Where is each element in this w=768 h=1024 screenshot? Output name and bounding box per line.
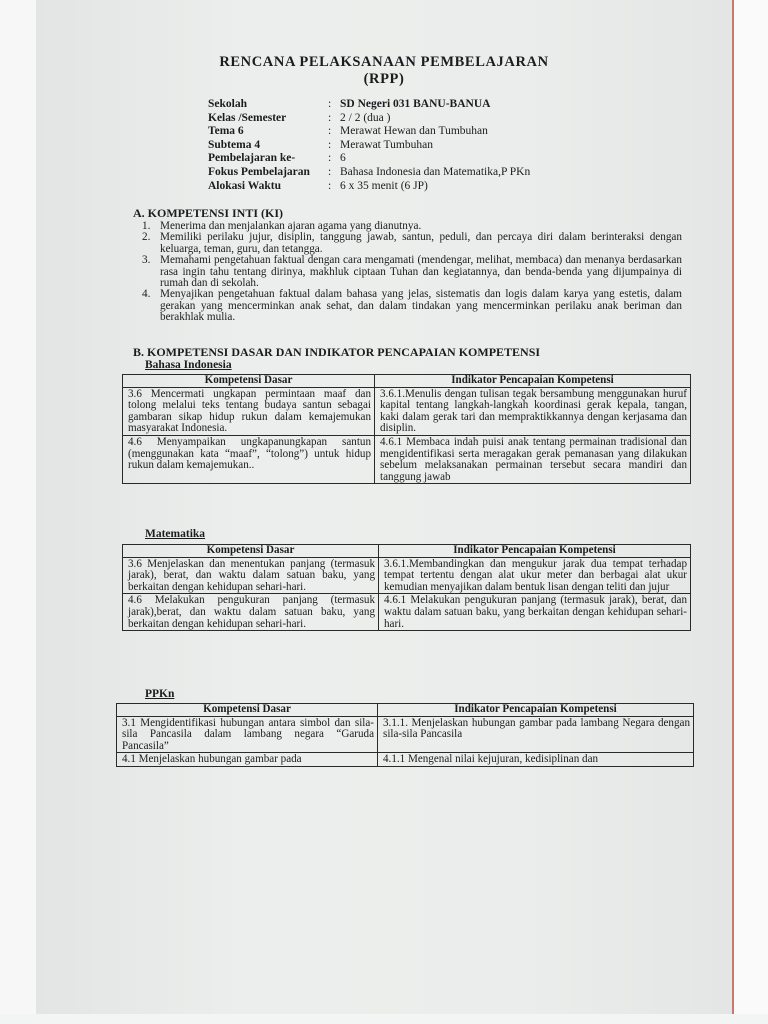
identity-block (208, 98, 530, 193)
document-page (36, 0, 732, 1014)
document-subtitle: (RPP) (363, 71, 405, 87)
table-header-row (117, 704, 694, 717)
identity-label: Sekolah (208, 98, 247, 110)
competence-table-ppkn (116, 703, 694, 767)
identity-row-theme (208, 125, 530, 139)
subject-label-matematika: Matematika (145, 528, 206, 540)
table-header-row (123, 545, 691, 558)
identity-value: 2 / 2 (dua ) (340, 111, 391, 124)
section-b-heading: B. KOMPETENSI DASAR DAN INDIKATOR PENCAPAIAN KOMPETENSI (133, 345, 541, 359)
table-row (117, 753, 694, 767)
identity-colon: : (328, 98, 332, 110)
identity-label: Fokus Pembelajaran (208, 165, 310, 178)
identity-row-focus (208, 166, 530, 180)
list-item-text: Menyajikan pengetahuan faktual dalam bahasa yang jelas, sistematis dan logis dalam karya yang estetis, dalam gerakan yang mencerminkan anak sehat, dan dalam tindakan yang mencerminkan perilaku anak beriman dan berakhlak mulia. (160, 288, 682, 324)
column-header-ipk: Indikator Pencapaian Kompetensi (379, 545, 691, 558)
column-header-kd: Kompetensi Dasar (117, 704, 378, 717)
subject-label-bahasa-indonesia: Bahasa Indonesia (145, 359, 232, 371)
table-header-row (123, 375, 691, 388)
competence-table-matematika (122, 544, 691, 631)
table-row (123, 435, 691, 483)
list-item-text: Menerima dan menjalankan ajaran agama yang dianutnya. (160, 220, 422, 232)
identity-label: Pembelajaran ke- (208, 152, 296, 165)
identity-row-lesson (208, 152, 530, 166)
identity-value: Merawat Tumbuhan (340, 138, 433, 151)
ipk-cell: 4.1.1 Mengenal nilai kejujuran, kedisiplinan dan (378, 753, 694, 767)
identity-label: Alokasi Waktu (208, 179, 281, 192)
document-title: RENCANA PELAKSANAAN PEMBELAJARAN (219, 54, 549, 70)
identity-value: Merawat Hewan dan Tumbuhan (340, 125, 488, 138)
identity-label: Kelas /Semester (208, 111, 287, 124)
identity-colon: : (328, 152, 332, 165)
kd-cell: 3.6 Menjelaskan dan menentukan panjang (termasuk jarak), berat, dan waktu dalam satuan baku, yang berkaitan dengan kehidupan sehari-hari. (123, 557, 379, 594)
core-competence-list (142, 221, 682, 324)
table-row (123, 387, 691, 435)
scan-margin-right (732, 0, 768, 1014)
ipk-cell: 3.1.1. Menjelaskan hubungan gambar pada lambang Negara dengan sila-sila Pancasila (378, 716, 694, 753)
identity-colon: : (328, 138, 332, 151)
identity-value: 6 (340, 152, 346, 165)
list-item-number: 3. (142, 254, 151, 267)
list-item (142, 232, 682, 255)
column-header-ipk: Indikator Pencapaian Kompetensi (378, 704, 694, 717)
ipk-cell: 3.6.1.Membandingkan dan mengukur jarak dua tempat terhadap tempat tertentu dengan alat ukur meter dan berbagai alat ukur kemudian menyajikan dalam bentuk lisan dengan teliti dan jujur (379, 557, 691, 594)
identity-row-time (208, 180, 530, 194)
identity-colon: : (328, 125, 332, 138)
list-item-text: Memahami pengetahuan faktual dengan cara mengamati (mendengar, melihat, membaca) dan menanya berdasarkan rasa ingin tahu tentang dirinya, makhluk ciptaan Tuhan dan kegiatannya, dan benda-benda yang dijumpainya di rumah dan di sekolah. (160, 254, 682, 290)
identity-colon: : (328, 165, 332, 178)
identity-label: Tema 6 (208, 125, 244, 138)
kd-cell: 3.1 Mengidentifikasi hubungan antara simbol dan sila-sila Pancasila dalam lambang negara “Garuda Pancasila” (117, 716, 378, 753)
column-header-kd: Kompetensi Dasar (123, 375, 375, 388)
ipk-cell: 3.6.1.Menulis dengan tulisan tegak bersambung menggunakan huruf kapital tentang langkah-langkah koordinasi gerak kepala, tangan, kaki dalam gerak tari dan mempraktikkannya dengan kerjasama dan disiplin. (375, 387, 691, 435)
scan-margin-bottom (0, 1014, 768, 1024)
scan-margin-left (0, 0, 36, 1014)
list-item-text: Memiliki perilaku jujur, disiplin, tanggung jawab, santun, peduli, dan percaya diri dalam berinteraksi dengan keluarga, teman, guru, dan tetangga. (160, 231, 682, 255)
competence-table-bahasa-indonesia (122, 374, 691, 484)
kd-cell: 4.6 Menyampaikan ungkapanungkapan santun (menggunakan kata “maaf”, “tolong”) untuk hidup rukun dalam kemajemukan.. (123, 435, 375, 483)
identity-value: SD Negeri 031 BANU-BANUA (340, 98, 491, 110)
kd-cell: 4.1 Menjelaskan hubungan gambar pada (117, 753, 378, 767)
identity-value: 6 x 35 menit (6 JP) (340, 179, 428, 192)
table-row (117, 716, 694, 753)
ipk-cell: 4.6.1 Membaca indah puisi anak tentang permainan tradisional dan mengidentifikasi serta meragakan gerak pemanasan yang dilakukan sebelum melaksanakan permainan tersebut secara mandiri dan tanggung jawab (375, 435, 691, 483)
kd-cell: 3.6 Mencermati ungkapan permintaan maaf dan tolong melalui teks tentang budaya santun sebagai gambaran sikap hidup rukun dalam kemajemukan masyarakat Indonesia. (123, 387, 375, 435)
list-item-number: 4. (142, 288, 151, 301)
kd-cell: 4.6 Melakukan pengukuran panjang (termasuk jarak),berat, dan waktu dalam satuan baku, yang berkaitan dengan kehidupan sehari-hari. (123, 594, 379, 631)
subject-label-ppkn: PPKn (145, 688, 175, 700)
identity-row-class (208, 112, 530, 126)
identity-label: Subtema 4 (208, 138, 261, 151)
list-item-number: 2. (142, 231, 151, 244)
identity-value: Bahasa Indonesia dan Matematika,P PKn (340, 165, 531, 178)
list-item (142, 255, 682, 289)
column-header-kd: Kompetensi Dasar (123, 545, 379, 558)
identity-row-school (208, 98, 530, 112)
list-item-number: 1. (142, 220, 151, 232)
table-row (123, 594, 691, 631)
identity-colon: : (328, 179, 332, 192)
section-a-heading: A. KOMPETENSI INTI (KI) (133, 206, 284, 220)
list-item (142, 289, 682, 323)
identity-row-subtheme (208, 139, 530, 153)
table-row (123, 557, 691, 594)
identity-colon: : (328, 111, 332, 124)
scan-edge-line (732, 0, 734, 1014)
ipk-cell: 4.6.1 Melakukan pengukuran panjang (termasuk jarak), berat, dan waktu dalam satuan baku, yang berkaitan dengan kehidupan sehari-hari. (379, 594, 691, 631)
column-header-ipk: Indikator Pencapaian Kompetensi (375, 375, 691, 388)
